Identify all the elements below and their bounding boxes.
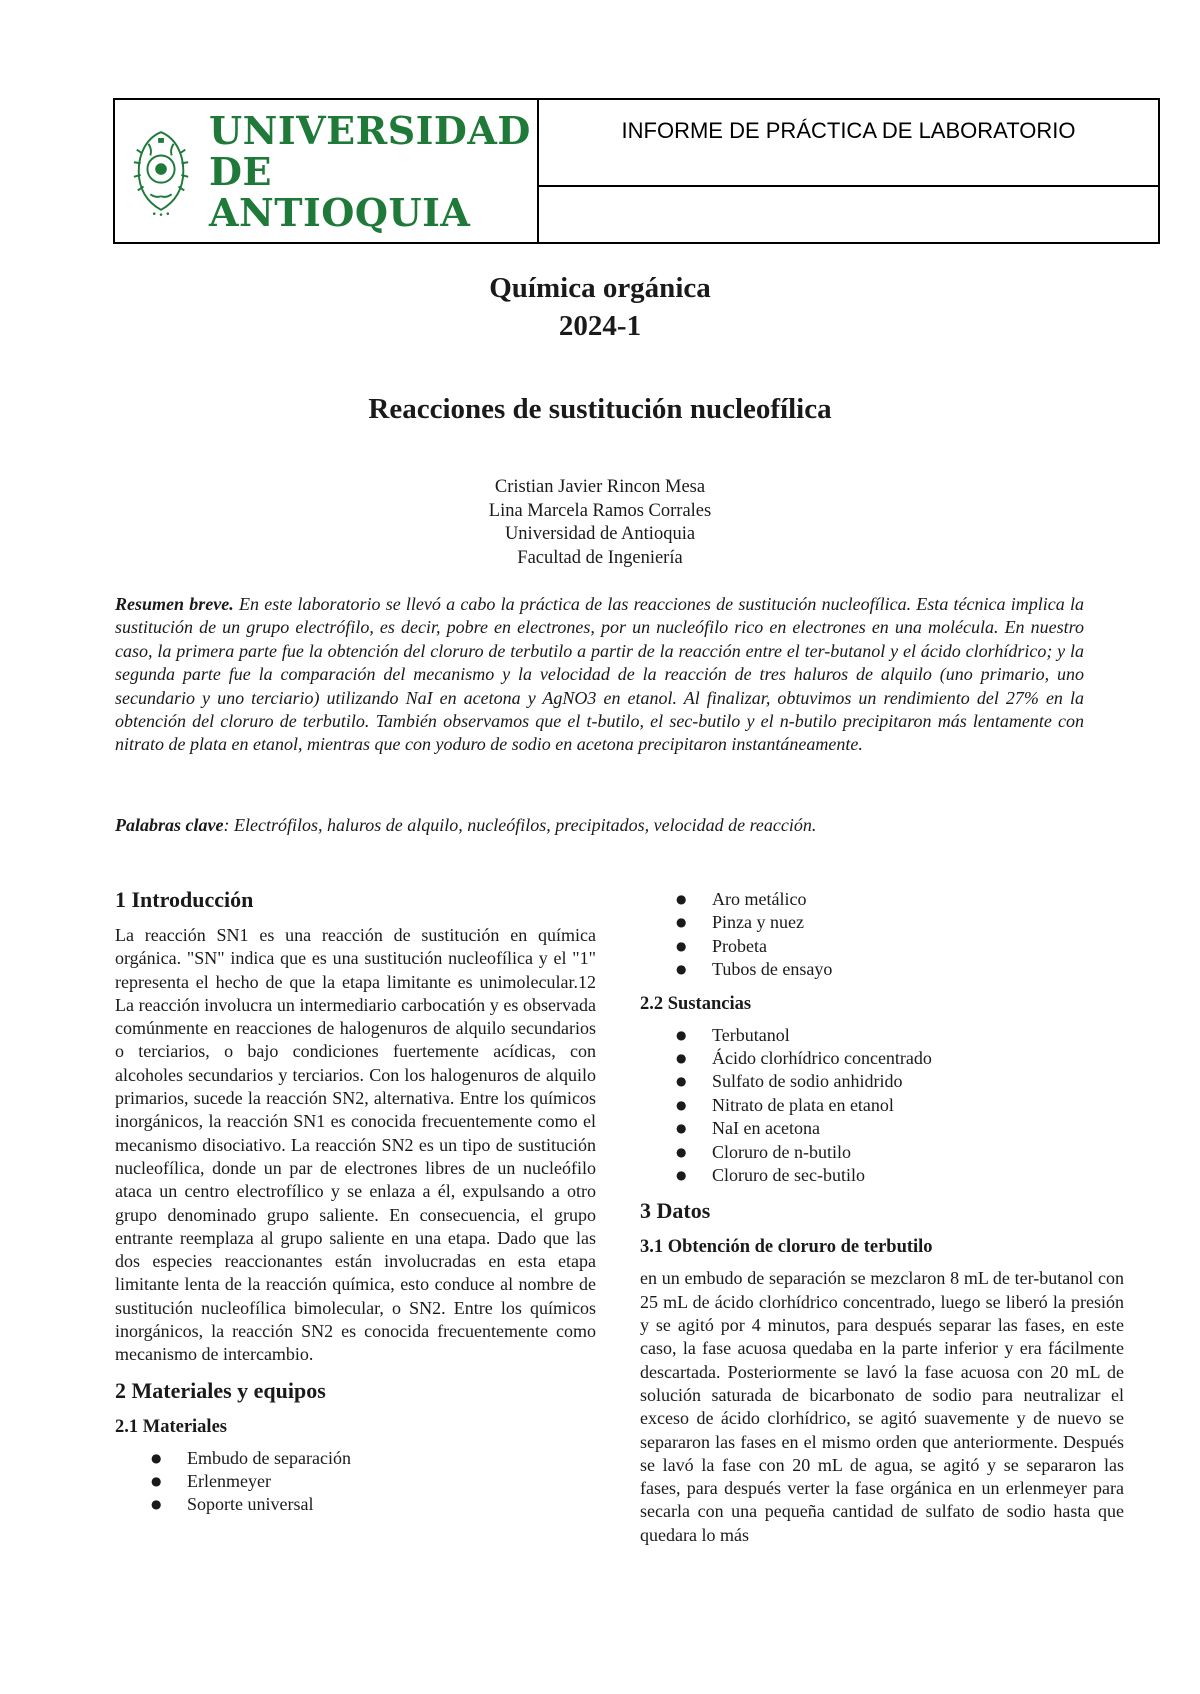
course-year: 2024-1 <box>558 310 642 342</box>
materials-list-right <box>640 888 1124 982</box>
materials-list-left <box>115 1447 596 1517</box>
list-item: ● Ácido clorhídrico concentrado <box>712 1047 1124 1070</box>
abstract-label: Resumen breve. <box>115 594 234 614</box>
list-item: ● Pinza y nuez <box>712 911 1124 934</box>
abstract <box>115 593 1084 757</box>
list-item: ● Embudo de separación <box>187 1447 596 1470</box>
keywords-text: : Electrófilos, haluros de alquilo, nucleófilos, precipitados, velocidad de reacción. <box>223 815 817 835</box>
author-1: Cristian Javier Rincon Mesa <box>494 477 706 497</box>
intro-text: La reacción SN1 es una reacción de sustitución en química orgánica. "SN" indica que es una sustitución nucleofílica y el "1" representa el hecho de que la etapa limitante es unimolecular.12 La reacción involucra un intermediario carbocatión y es observada comúnmente en reacciones de halogenuros de alquilo secundarios o terciarios, o bajo condiciones fuertemente acídicas, con alcoholes secundarios y terciarios. Con los halogenuros de alquilo primarios, sucede la reacción SN2, alternativa. Entre los químicos inorgánicos, la reacción SN1 es conocida frecuentemente como el mecanismo disociativo. La reacción SN2 es un tipo de sustitución nucleofílica, donde un par de electrones libres de un nucleófilo ataca un centro electrofílico y se enlaza a él, expulsando a otro grupo denominado grupo saliente. En consecuencia, el grupo entrante reemplaza al grupo saliente en una etapa. Dado que las dos especies reaccionantes están involucradas en esta etapa limitante lenta de la reacción química, esto conduce al nombre de sustitución nucleofílica bimolecular, o SN2. Entre los químicos inorgánicos, la reacción SN2 es conocida frecuentemente como mecanismo de intercambio. <box>115 925 596 1365</box>
list-item: ● Probeta <box>712 935 1124 958</box>
affiliation-university: Universidad de Antioquia <box>504 524 696 544</box>
data-subheading: 3.1 Obtención de cloruro de terbutilo <box>640 1237 933 1258</box>
report-type: INFORME DE PRÁCTICA DE LABORATORIO <box>539 100 1158 187</box>
list-item: ● Soporte universal <box>187 1493 596 1516</box>
paper-title: Reacciones de sustitución nucleofílica <box>368 393 832 425</box>
logo-line-1: UNIVERSIDAD <box>209 107 531 153</box>
abstract-text: En este laboratorio se llevó a cabo la práctica de las reacciones de sustitución nucleofílica. Esta técnica implica la sustitución de un grupo electrófilo, es decir, pobre en electrones, por un nucleófilo rico en electrones en una molécula. En nuestro caso, la primera parte fue la obtención del cloruro de terbutilo a partir de la reacción entre el ter-butanol y el ácido clorhídrico; y la segunda parte fue la comparación del mecanismo y la velocidad de la reacción de tres haluros de alquilo (uno primario, uno secundario y uno terciario) utilizando NaI en acetona y AgNO3 en etanol. Al finalizar, obtuvimos un rendimiento del 27% en la obtención del cloruro de terbutilo. También observamos que el t-butilo, el sec-butilo y el n-butilo precipitaron más lentamente con nitrato de plata en etanol, mientras que con yoduro de sodio en acetona precipitaron instantáneamente. <box>115 594 1085 755</box>
keywords-label: Palabras clave <box>115 815 224 835</box>
list-item: ● Cloruro de sec-butilo <box>712 1164 1124 1187</box>
list-item: ● Cloruro de n-butilo <box>712 1141 1124 1164</box>
left-column <box>115 886 596 1527</box>
list-item: ● Erlenmeyer <box>187 1470 596 1493</box>
substances-list <box>640 1024 1124 1188</box>
logo-line-2: DE ANTIOQUIA <box>209 148 471 235</box>
author-block <box>0 476 1200 570</box>
data-text: en un embudo de separación se mezclaron 8 mL de ter-butanol con 25 mL de ácido clorhídrico concentrado, luego se liberó la presión y se agitó por 4 minutos, para después separar las fases, en este caso, la fase acuosa quedaba en la parte inferior y era fácilmente descartada. Posteriormente se lavó la fase acuosa con 20 mL de solución saturada de bicarbonato de sodio para neutralizar el exceso de ácido clorhídrico, se agitó suavemente y de nuevo se separaron las fases en el mismo orden que anteriormente. Después se lavó la fase con 20 mL de agua, se agitó y se separaron las fases, para después verter la fase orgánica en un erlenmeyer para secarla con una pequeña cantidad de sulfato de sodio hasta que quedara lo más <box>640 1268 1124 1545</box>
intro-heading: 1 Introducción <box>115 887 254 912</box>
course-name: Química orgánica <box>489 272 711 304</box>
author-2: Lina Marcela Ramos Corrales <box>488 500 712 521</box>
affiliation-faculty: Facultad de Ingeniería <box>517 547 683 568</box>
list-item: ● Aro metálico <box>712 888 1124 911</box>
substances-heading: 2.2 Sustancias <box>640 993 752 1014</box>
keywords <box>115 815 1084 836</box>
list-item: ● Tubos de ensayo <box>712 958 1124 981</box>
list-item: ● NaI en acetona <box>712 1117 1124 1140</box>
university-seal-icon <box>129 123 193 219</box>
materials-heading: 2 Materiales y equipos <box>115 1377 326 1403</box>
list-item: ● Nitrato de plata en etanol <box>712 1094 1124 1117</box>
list-item: ● Sulfato de sodio anhidrido <box>712 1070 1124 1093</box>
right-column <box>640 888 1124 1547</box>
report-header <box>113 98 1160 244</box>
data-heading: 3 Datos <box>640 1198 711 1224</box>
materials-subheading: 2.1 Materiales <box>115 1416 227 1437</box>
list-item: ● Terbutanol <box>712 1024 1124 1047</box>
university-logo <box>115 100 539 242</box>
